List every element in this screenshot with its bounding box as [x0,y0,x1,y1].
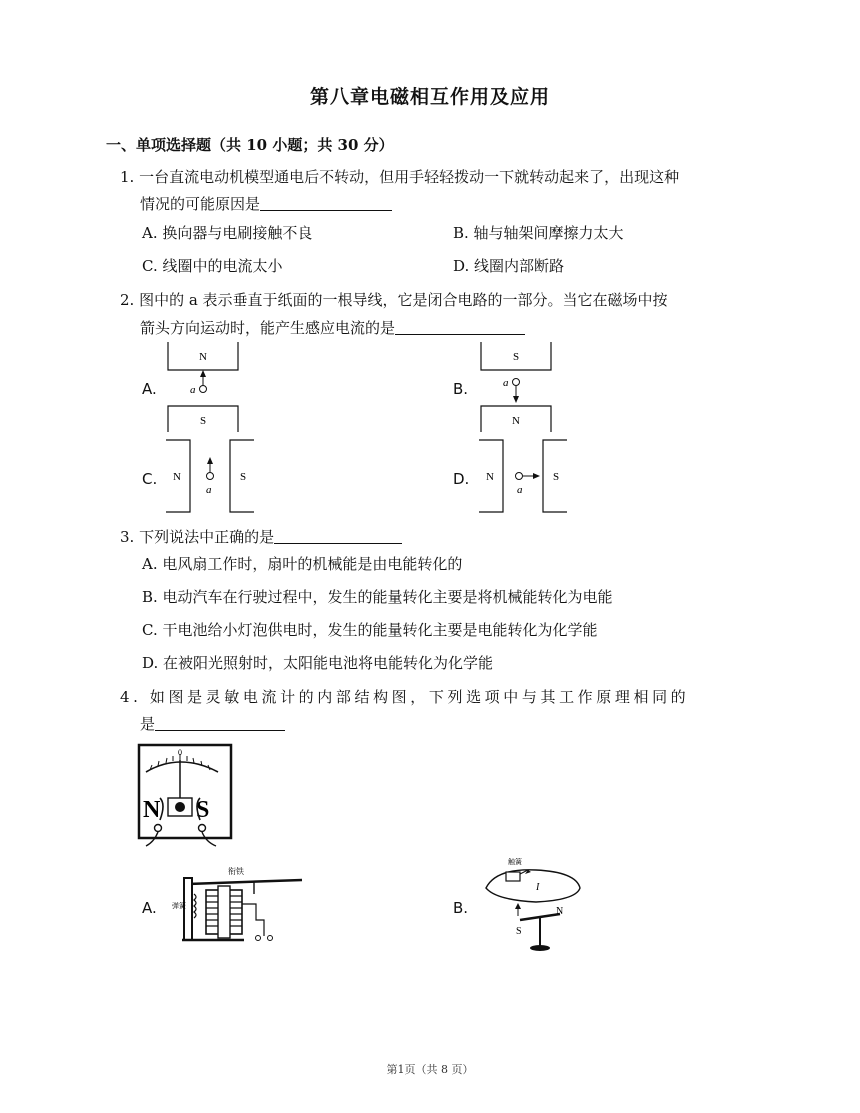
q3-option-b: B. 电动汽车在行驶过程中，发生的能量转化主要是将机械能转化为电能 [142,588,613,606]
q2-label-a: A. [142,380,157,398]
north-pole-label: N [143,797,161,823]
coil-label: 触簧 [508,858,522,866]
q2-label-b: B. [453,380,469,398]
wire-label: a [206,484,212,496]
answer-blank[interactable] [260,194,392,211]
armature-label: 衔铁 [228,867,244,876]
q1-option-c: C. 线圈中的电流太小 [142,257,283,275]
relay-diagram [168,864,308,944]
magnet-pole-label: S [512,351,520,363]
q1-text-line2: 情况的可能原因是 [140,193,392,215]
magnet-pole-label: S [240,471,247,483]
south-pole-label: S [196,797,210,823]
wire-label: a [503,377,509,389]
q3-option-c: C. 干电池给小灯泡供电时，发生的能量转化主要是电能转化为化学能 [142,621,598,639]
magnet-pole-label: S [553,471,560,483]
q2-label-c: C. [142,470,158,488]
q3-option-d: D. 在被阳光照射时，太阳能电池将电能转化为化学能 [142,654,494,672]
magnet-pole-label: N [173,471,181,483]
wire-label: a [190,384,196,396]
scale-zero-label: 0 [178,748,182,757]
magnet-pole-label: S [199,415,207,427]
q1-text-line1: 1. 一台直流电动机模型通电后不转动，但用手轻轻拨动一下就转动起来了，出现这种 [120,168,680,186]
page-title: 第八章电磁相互作用及应用 [309,86,550,108]
q2-diagram-c [160,438,260,514]
q2-diagram-a [160,342,250,432]
south-label: S [516,926,522,937]
answer-blank[interactable] [155,714,285,731]
galvanometer-diagram [136,742,236,848]
section-heading: 一、单项选择题（共 10 小题；共 30 分） [106,136,394,154]
q1-option-d: D. 线圈内部断路 [453,257,565,275]
q2-diagram-b [473,342,563,432]
current-label: I [536,882,540,893]
spring-label: 弹簧 [172,902,186,910]
q2-text-line1: 2. 图中的 a 表示垂直于纸面的一根导线，它是闭合电路的一部分。当它在磁场中按 [120,291,668,309]
q2-label-d: D. [453,470,470,488]
answer-blank[interactable] [274,527,402,544]
answer-blank[interactable] [395,318,525,335]
q1-option-a: A. 换向器与电刷接触不良 [142,224,313,242]
q4-text-line2: 是 [140,713,285,735]
q2-diagram-d [473,438,573,514]
q2-text-line2: 箭头方向运动时，能产生感应电流的是 [140,317,525,339]
q1-option-b: B. 轴与轴架间摩擦力太大 [453,224,624,242]
magnet-pole-label: N [199,351,207,363]
q3-text-line1: 3. 下列说法中正确的是 [120,526,402,548]
coil-magnet-diagram [476,856,596,954]
north-label: N [556,906,564,917]
q4-label-a: A. [142,899,157,917]
page-footer: 第1页（共 8 页） [386,1063,474,1076]
q3-option-a: A. 电风扇工作时，扇叶的机械能是由电能转化的 [142,555,463,573]
q4-label-b: B. [453,899,469,917]
q4-text-line1: 4. 如图是灵敏电流计的内部结构图，下列选项中与其工作原理相同的 [120,688,690,706]
magnet-pole-label: N [512,415,520,427]
wire-label: a [517,484,523,496]
magnet-pole-label: N [486,471,494,483]
